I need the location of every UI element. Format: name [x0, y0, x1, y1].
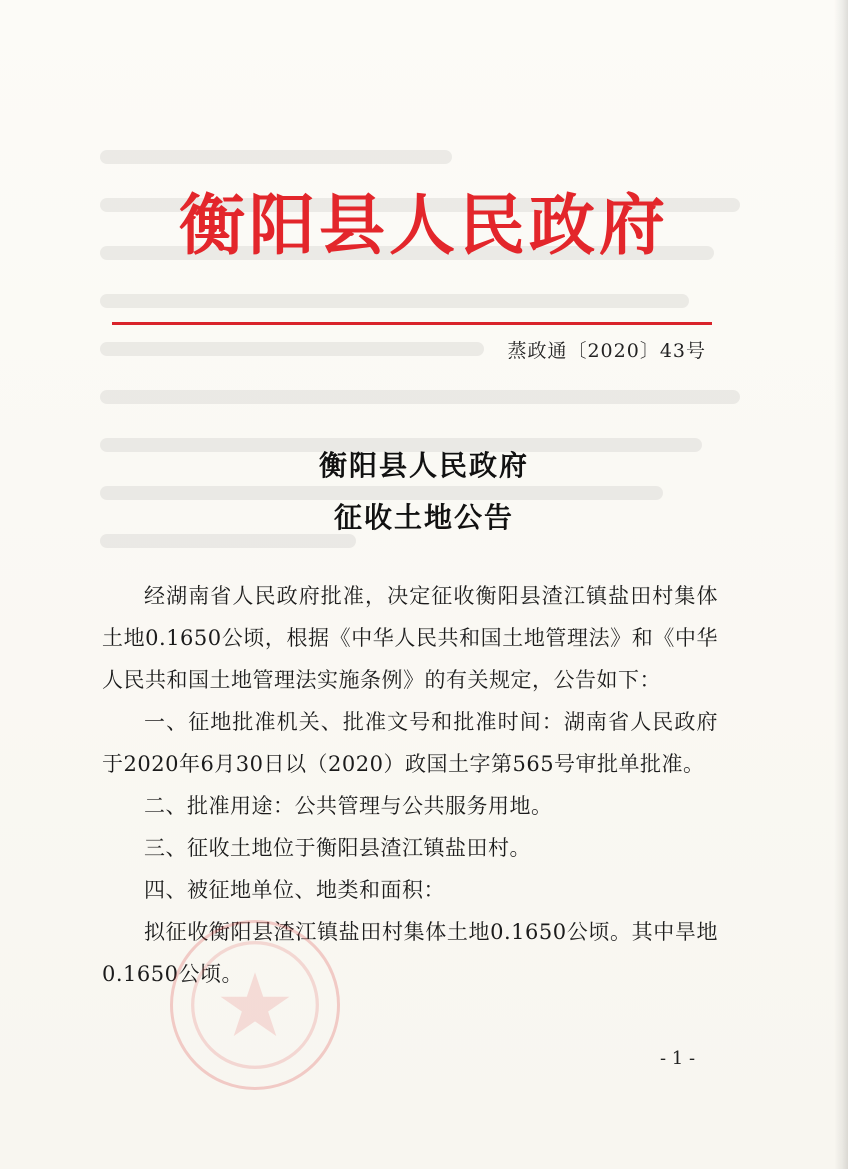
document-number: 蒸政通〔2020〕43号 — [507, 340, 706, 362]
seal-star-icon — [173, 923, 337, 1087]
body-paragraph-intro: 经湖南省人民政府批准，决定征收衡阳县渣江镇盐田村集体土地0.1650公顷，根据《中华人民共和国土地管理法》和《中华人民共和国土地管理法实施条例》的有关规定，公告如下： — [102, 584, 718, 692]
body-paragraph-location: 三、征收土地位于衡阳县渣江镇盐田村。 — [144, 836, 531, 860]
red-header-rule — [112, 322, 712, 325]
faded-official-seal — [170, 920, 340, 1090]
body-paragraph-area: 拟征收衡阳县渣江镇盐田村集体土地0.1650公顷。其中旱地0.1650公顷。 — [102, 920, 718, 986]
body-paragraph-approval: 一、征地批准机关、批准文号和批准时间：湖南省人民政府于2020年6月30日以（2020）政国土字第565号审批单批准。 — [102, 710, 718, 776]
body-paragraph-purpose: 二、批准用途：公共管理与公共服务用地。 — [144, 794, 553, 818]
notice-title-issuer: 衡阳县人民政府 — [318, 449, 529, 482]
issuer-header: 衡阳县人民政府 — [179, 186, 669, 264]
notice-title-subject: 征收土地公告 — [333, 501, 514, 534]
page-number: - 1 - — [660, 1048, 696, 1069]
body-paragraph-units-heading: 四、被征地单位、地类和面积： — [144, 878, 445, 902]
scan-shadow-edge — [834, 0, 848, 1169]
